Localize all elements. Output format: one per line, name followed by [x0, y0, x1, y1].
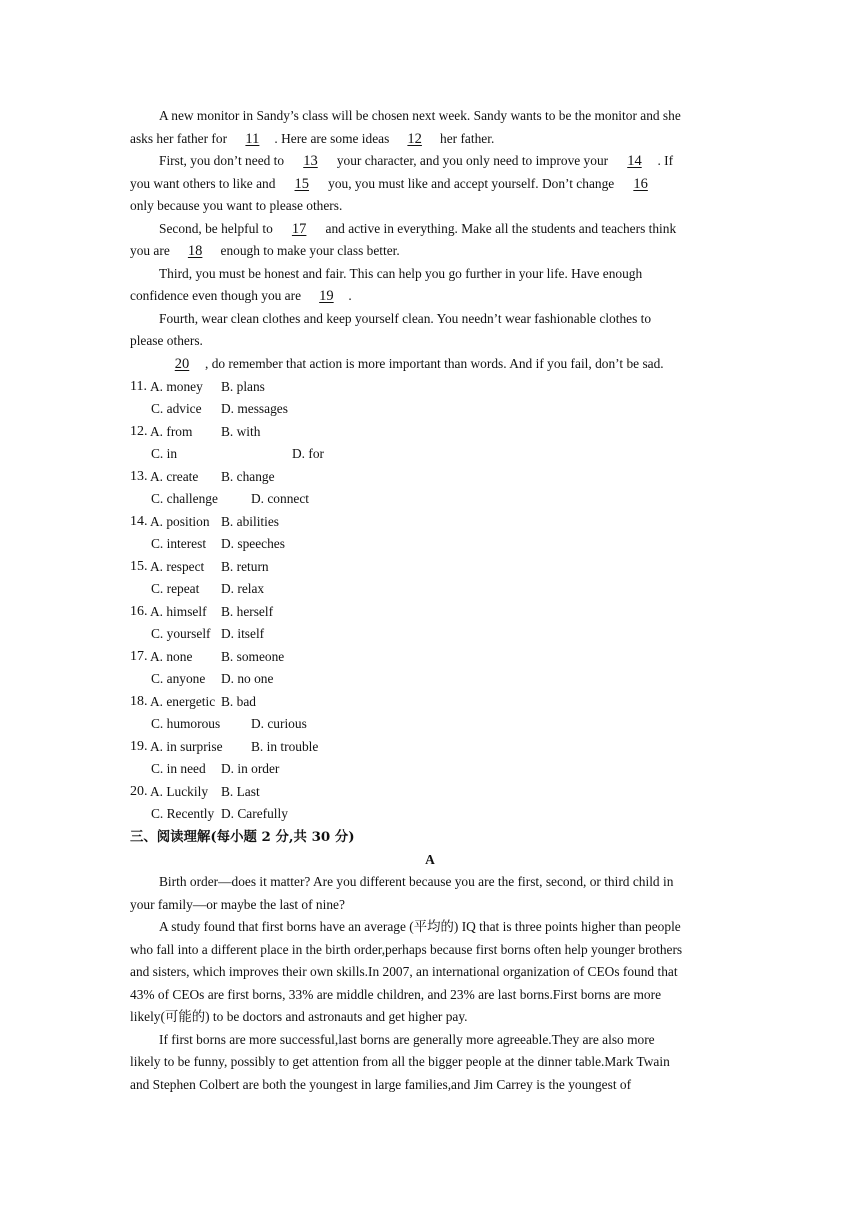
passage-line: and Stephen Colbert are both the youngest in large families,and Jim Carrey is the youngest of — [130, 1077, 632, 1092]
passage-line: and sisters, which improves their own skills.In 2007, an international organization of CEOs found that — [130, 964, 678, 979]
option-a: A. position — [150, 514, 210, 529]
question-number: 19. — [130, 739, 148, 754]
option-d: D. for — [292, 446, 324, 461]
option-d: D. relax — [221, 581, 265, 596]
option-a: A. himself — [150, 604, 207, 619]
cloze-text: only because you want to please others. — [130, 198, 343, 213]
blank-18: 18 — [187, 243, 203, 259]
blank-15: 15 — [294, 176, 310, 192]
cloze-line — [130, 176, 664, 192]
option-a: A. Luckily — [150, 784, 209, 799]
cloze-text: and active in everything. Make all the students and teachers think — [325, 221, 677, 236]
option-b: B. plans — [221, 379, 265, 394]
cloze-line — [159, 221, 676, 237]
option-a: A. money — [150, 379, 203, 394]
option-d: D. connect — [251, 491, 310, 506]
option-c: C. Recently — [151, 806, 215, 821]
option-d: D. in order — [221, 761, 280, 776]
passage-line: who fall into a different place in the birth order,perhaps because first borns often help younger brothers — [130, 942, 683, 957]
cloze-line — [159, 153, 673, 169]
cloze-line — [130, 333, 203, 349]
question-number: 15. — [130, 559, 148, 574]
cloze-text: Second, be helpful to — [159, 221, 273, 236]
option-a: A. none — [150, 649, 193, 664]
option-a: A. from — [150, 424, 193, 439]
cloze-text: you want others to like and — [130, 176, 276, 191]
question-number: 11. — [130, 379, 147, 394]
passage-line: If first borns are more successful,last borns are generally more agreeable.They are also more — [159, 1032, 655, 1047]
question-number: 17. — [130, 649, 148, 664]
option-b: B. abilities — [221, 514, 280, 529]
option-b: B. change — [221, 469, 275, 484]
option-b: B. someone — [221, 649, 285, 664]
cloze-text: A new monitor in Sandy’s class will be chosen next week. Sandy wants to be the monitor and she — [159, 108, 681, 123]
cloze-text: First, you don’t need to — [159, 153, 285, 168]
option-a: A. create — [150, 469, 199, 484]
passage-line: likely to be funny, possibly to get attention from all the bigger people at the dinner table.Mark Twain — [130, 1054, 670, 1069]
option-b: B. Last — [221, 784, 260, 799]
cloze-line — [130, 131, 494, 147]
cloze-line — [130, 198, 342, 214]
cloze-text: . Here are some ideas — [274, 131, 390, 146]
question-number: 16. — [130, 604, 148, 619]
passage-line: your family—or maybe the last of nine? — [130, 897, 345, 912]
passage-line: likely(可能的) to be doctors and astronauts and get higher pay. — [130, 1009, 468, 1024]
cloze-text: your character, and you only need to improve your — [336, 153, 609, 168]
cloze-text: asks her father for — [130, 131, 228, 146]
blank-12: 12 — [407, 131, 422, 147]
option-b: B. bad — [221, 694, 256, 709]
blank-14: 14 — [627, 153, 642, 169]
blank-16: 16 — [633, 176, 648, 192]
question-number: 18. — [130, 694, 148, 709]
question-number: 13. — [130, 469, 148, 484]
option-a: A. in surprise — [150, 739, 223, 754]
option-d: D. Carefully — [221, 806, 288, 821]
cloze-line — [159, 356, 664, 372]
cloze-line — [130, 243, 400, 259]
cloze-text: confidence even though you are — [130, 288, 302, 303]
blank-13: 13 — [303, 153, 318, 169]
option-c: C. yourself — [151, 626, 211, 641]
option-d: D. curious — [251, 716, 307, 731]
option-c: C. advice — [151, 401, 202, 416]
passage-label: A — [425, 852, 435, 867]
blank-17: 17 — [291, 221, 307, 237]
option-d: D. itself — [221, 626, 265, 641]
option-a: A. energetic — [150, 694, 216, 709]
question-number: 14. — [130, 514, 148, 529]
option-c: C. anyone — [151, 671, 206, 686]
cloze-text: you are — [130, 243, 170, 258]
question-number: 20. — [130, 784, 148, 799]
option-c: C. in — [151, 446, 178, 461]
option-c: C. repeat — [151, 581, 200, 596]
cloze-text: you, you must like and accept yourself. Don’t change — [328, 176, 615, 191]
question-number: 12. — [130, 424, 148, 439]
cloze-line — [159, 311, 651, 327]
passage-line: A study found that first borns have an average (平均的) IQ that is three points higher than people — [159, 919, 681, 934]
blank-20: 20 — [174, 356, 190, 372]
cloze-text: please others. — [130, 333, 203, 348]
cloze-text: , do remember that action is more important than words. And if you fail, don’t be sad. — [205, 356, 664, 371]
option-a: A. respect — [150, 559, 205, 574]
option-d: D. speeches — [221, 536, 285, 551]
cloze-text: Fourth, wear clean clothes and keep yourself clean. You needn’t wear fashionable clothes to — [159, 311, 652, 326]
option-c: C. in need — [151, 761, 206, 776]
cloze-line — [159, 108, 681, 124]
option-d: D. messages — [221, 401, 288, 416]
cloze-line — [159, 266, 642, 282]
cloze-text: her father. — [440, 131, 495, 146]
cloze-text: Third, you must be honest and fair. This can help you go further in your life. Have enough — [159, 266, 643, 281]
option-c: C. interest — [151, 536, 207, 551]
option-d: D. no one — [221, 671, 274, 686]
option-c: C. humorous — [151, 716, 221, 731]
option-b: B. with — [221, 424, 261, 439]
option-c: C. challenge — [151, 491, 218, 506]
passage-line: Birth order—does it matter? Are you different because you are the first, second, or third child in — [159, 874, 674, 889]
option-b: B. herself — [221, 604, 274, 619]
blank-19: 19 — [319, 288, 334, 304]
cloze-text: . — [348, 288, 352, 303]
option-b: B. in trouble — [251, 739, 319, 754]
cloze-text: enough to make your class better. — [220, 243, 400, 258]
section-heading: 三、阅读理解(每小题 2 分,共 30 分) — [130, 829, 355, 845]
cloze-line — [130, 288, 352, 304]
blank-11: 11 — [245, 131, 260, 147]
cloze-text: . If — [657, 153, 674, 168]
passage-line: 43% of CEOs are first borns, 33% are middle children, and 23% are last borns.First borns are more — [130, 987, 662, 1002]
option-b: B. return — [221, 559, 269, 574]
